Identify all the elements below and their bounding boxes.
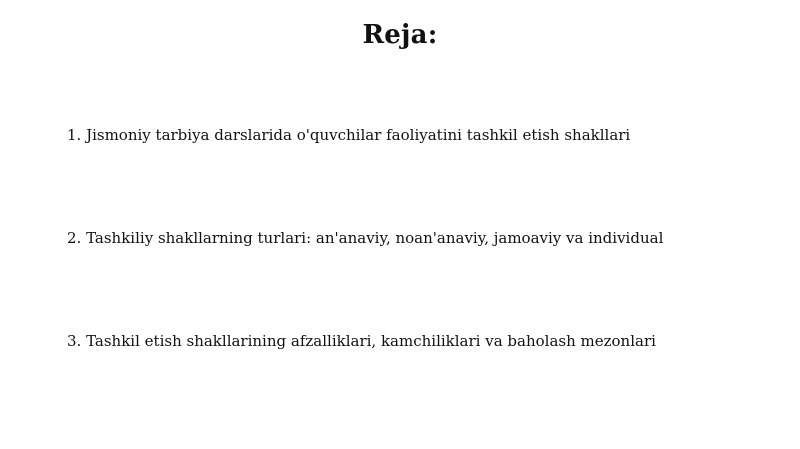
slide-title: Reja: [362,20,438,50]
plan-item-3: 3. Tashkil etish shakllarining afzalliklari, kamchiliklari va baholash mezonlari [67,332,656,350]
plan-item-1: 1. Jismoniy tarbiya darslarida o'quvchilar faoliyatini tashkil etish shakllari [67,126,631,144]
plan-item-2: 2. Tashkiliy shakllarning turlari: an'anaviy, noan'anaviy, jamoaviy va individual [67,229,664,247]
